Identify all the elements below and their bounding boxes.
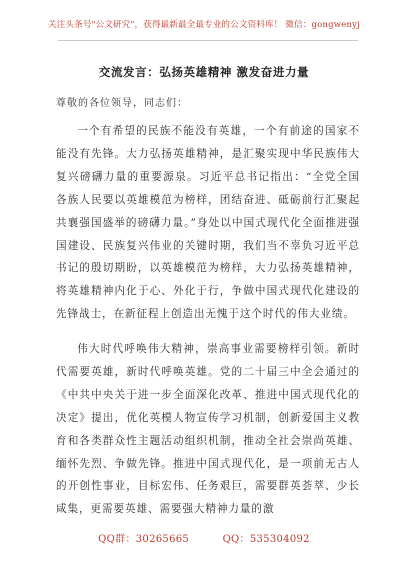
footer-qq: QQ：535304092 <box>222 534 310 545</box>
salutation: 尊敬的各位领导，同志们： <box>56 98 188 109</box>
header-divider <box>58 40 358 41</box>
body-paragraph-1: 一个有希望的民族不能没有英雄，一个有前途的国家不能没有先锋。大力弘扬英雄精神，是汇聚实现中华民族伟大复兴磅礴力量的重要源泉。习近平总书记指出：“全党全国各族人民要以英雄模范为榜样，团结奋进、砥砺前行汇聚起共襄强国盛举的磅礴力量。”身处以中国式现代化全面推进强国建设、民族复兴伟业的关键时期，我们当不辜负习近平总书记的殷切期盼，以英雄模范为榜样，大力弘扬英雄精神，将英雄精神内化于心、外化于行，争做中国式现代化建设的先锋战士，在新征程上创造出无愧于这个时代的伟大业绩。 <box>56 125 360 321</box>
header-banner: 关注头条号"公文研究"，获得最新最全最专业的公文资料库！ 微信：gongwenyj <box>48 20 360 30</box>
footer-qq-group: QQ群：30265665 <box>98 534 190 545</box>
body-paragraph-2: 伟大时代呼唤伟大精神，崇高事业需要榜样引领。新时代需要英雄，新时代呼唤英雄。党的二十届三中全会通过的《中共中央关于进一步全面深化改革、推进中国式现代化的决定》提出，优化英模人物宣传学习机制，创新爱国主义教育和各类群众性主题活动组织机制，推动全社会崇尚英雄、缅怀先烈、争做先锋。推进中国式现代化，是一项前无古人的开创性事业，目标宏伟、任务艰巨，需要群英荟萃、少长咸集，更需要英雄、需要强大精神力量的激 <box>56 343 360 516</box>
document-title: 交流发言：弘扬英雄精神 激发奋进力量 <box>98 65 310 79</box>
footer <box>0 530 408 545</box>
